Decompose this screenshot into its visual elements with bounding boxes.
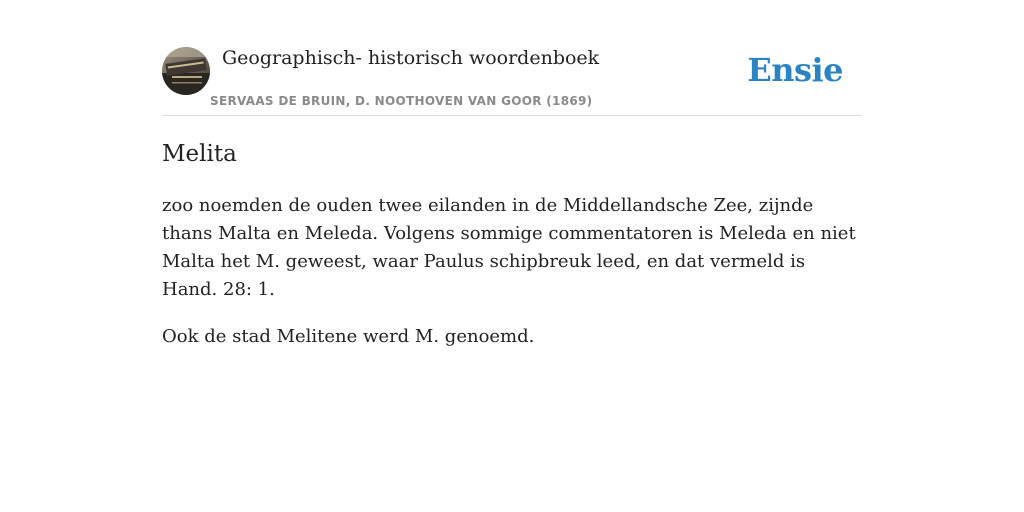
entry-body xyxy=(162,192,866,370)
book-cover-thumbnail-icon[interactable] xyxy=(162,47,210,95)
ensie-logo[interactable]: Ensie xyxy=(747,51,843,89)
page-content xyxy=(162,0,862,347)
book-title-link[interactable]: Geographisch- historisch woordenboek xyxy=(222,47,600,69)
entry-title: Melita xyxy=(162,141,237,167)
entry-paragraph: zoo noemden de ouden twee eilanden in de Middellandsche Zee, zijnde thans Malta en Meleda. Volgens sommige commentatoren is Meleda en niet Malta het M. geweest, waar Paulus schipbreuk leed, en dat vermeld is Hand. 28: 1. xyxy=(162,195,856,300)
book-header xyxy=(162,0,862,116)
book-authors-year: SERVAAS DE BRUIN, D. NOOTHOVEN VAN GOOR (1869) xyxy=(210,94,593,108)
entry-paragraph: Ook de stad Melitene werd M. genoemd. xyxy=(162,326,535,347)
